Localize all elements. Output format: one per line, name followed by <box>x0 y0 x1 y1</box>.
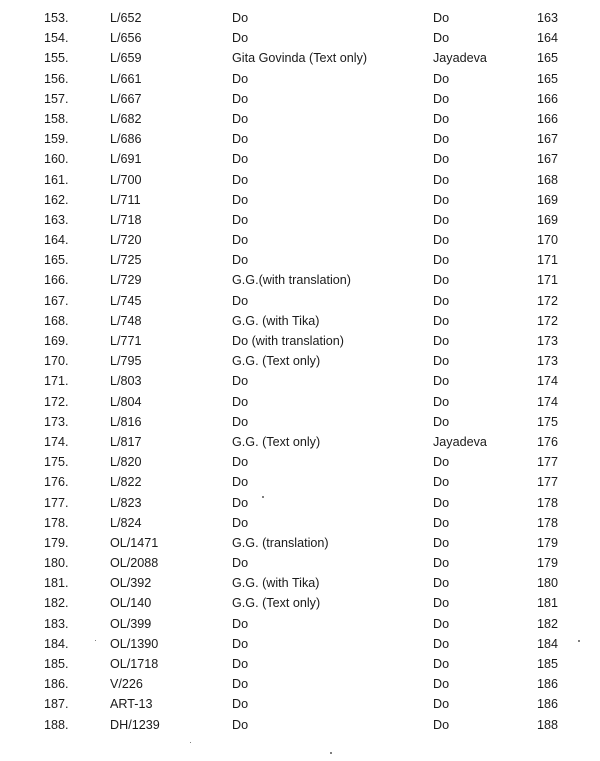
accession-number: OL/1718 <box>110 657 159 671</box>
entry-number: 165. <box>44 253 69 268</box>
table-row <box>0 149 600 169</box>
entry-number: 163. <box>44 212 69 227</box>
scan-speck <box>330 752 332 754</box>
accession-number: L/667 <box>110 91 142 106</box>
page-number: 177 <box>537 455 559 470</box>
manuscript-title: Do <box>232 172 249 187</box>
page-number: 165 <box>537 71 559 86</box>
table-row <box>0 533 600 553</box>
accession-number: L/659 <box>110 51 142 66</box>
entry-number: 185. <box>44 657 69 671</box>
entry-number: 167. <box>44 293 69 308</box>
page-number: 163 <box>537 11 559 25</box>
catalogue-table <box>0 8 600 735</box>
author-name: Do <box>433 293 450 308</box>
manuscript-title: Do <box>232 515 249 530</box>
table-row <box>0 614 600 634</box>
author-name: Do <box>433 657 450 671</box>
page-number: 174 <box>537 394 559 409</box>
scan-speck <box>262 496 264 498</box>
page-number: 185 <box>537 657 559 671</box>
accession-number: L/816 <box>110 414 142 429</box>
accession-number: L/652 <box>110 11 142 25</box>
table-row <box>0 694 600 714</box>
page-number: 186 <box>537 677 559 692</box>
entry-number: 153. <box>44 11 69 25</box>
author-name: Do <box>433 495 450 510</box>
page-number: 188 <box>537 717 559 732</box>
page-number: 175 <box>537 414 559 429</box>
author-name: Do <box>433 636 450 651</box>
entry-number: 158. <box>44 111 69 126</box>
entry-number: 184. <box>44 636 69 651</box>
table-row <box>0 311 600 331</box>
entry-number: 187. <box>44 697 69 712</box>
manuscript-title: G.G. (with Tika) <box>232 576 320 591</box>
author-name: Do <box>433 31 450 46</box>
entry-number: 156. <box>44 71 69 86</box>
scan-speck <box>95 640 96 641</box>
accession-number: L/745 <box>110 293 142 308</box>
page-number: 180 <box>537 576 559 591</box>
manuscript-title: Do <box>232 697 249 712</box>
author-name: Do <box>433 475 450 490</box>
entry-number: 180. <box>44 556 69 571</box>
accession-number: L/823 <box>110 495 142 510</box>
author-name: Do <box>433 717 450 732</box>
accession-number: L/691 <box>110 152 142 167</box>
author-name: Do <box>433 334 450 348</box>
accession-number: L/718 <box>110 212 142 227</box>
entry-number: 188. <box>44 717 69 732</box>
entry-number: 169. <box>44 334 69 348</box>
page-number: 178 <box>537 515 559 530</box>
accession-number: OL/2088 <box>110 556 159 571</box>
manuscript-title: Do <box>232 414 249 429</box>
page-number: 166 <box>537 91 559 106</box>
table-row <box>0 634 600 654</box>
manuscript-title: Do <box>232 11 249 25</box>
accession-number: L/700 <box>110 172 142 187</box>
page-number: 173 <box>537 334 559 348</box>
accession-number: ART-13 <box>110 697 153 712</box>
page-number: 168 <box>537 172 559 187</box>
manuscript-title: Do <box>232 475 249 490</box>
manuscript-title: Do <box>232 212 249 227</box>
author-name: Do <box>433 455 450 470</box>
page-number: 179 <box>537 535 559 550</box>
manuscript-title: Do <box>232 374 249 389</box>
page-number: 171 <box>537 253 559 268</box>
page-number: 182 <box>537 616 559 631</box>
entry-number: 159. <box>44 132 69 147</box>
manuscript-title: Do <box>232 91 249 106</box>
page-number: 171 <box>537 273 559 288</box>
author-name: Do <box>433 152 450 167</box>
entry-number: 160. <box>44 152 69 167</box>
table-row <box>0 48 600 68</box>
accession-number: OL/1471 <box>110 535 159 550</box>
page-number: 181 <box>537 596 559 611</box>
table-row <box>0 28 600 48</box>
table-row <box>0 593 600 613</box>
manuscript-title: Do <box>232 657 249 671</box>
author-name: Do <box>433 414 450 429</box>
accession-number: L/824 <box>110 515 142 530</box>
scan-speck <box>190 742 191 743</box>
entry-number: 177. <box>44 495 69 510</box>
author-name: Do <box>433 71 450 86</box>
manuscript-title: Do <box>232 132 249 147</box>
accession-number: DH/1239 <box>110 717 160 732</box>
table-row <box>0 513 600 533</box>
page-number: 164 <box>537 31 559 46</box>
author-name: Do <box>433 354 450 369</box>
entry-number: 172. <box>44 394 69 409</box>
table-row <box>0 654 600 674</box>
author-name: Do <box>433 313 450 328</box>
author-name: Do <box>433 576 450 591</box>
entry-number: 178. <box>44 515 69 530</box>
manuscript-title: Do <box>232 71 249 86</box>
page-number: 184 <box>537 636 559 651</box>
accession-number: L/817 <box>110 434 142 449</box>
entry-number: 182. <box>44 596 69 611</box>
entry-number: 154. <box>44 31 69 46</box>
page-number: 186 <box>537 697 559 712</box>
manuscript-title: Do <box>232 677 249 692</box>
manuscript-title: Do <box>232 152 249 167</box>
manuscript-title: G.G.(with translation) <box>232 273 351 288</box>
author-name: Do <box>433 132 450 147</box>
entry-number: 171. <box>44 374 69 389</box>
page-number: 172 <box>537 313 559 328</box>
manuscript-title: Do <box>232 233 249 248</box>
entry-number: 179. <box>44 535 69 550</box>
manuscript-title: Do <box>232 111 249 126</box>
table-row <box>0 432 600 452</box>
page-number: 170 <box>537 233 559 248</box>
accession-number: L/725 <box>110 253 142 268</box>
scan-speck <box>578 640 580 642</box>
author-name: Do <box>433 515 450 530</box>
author-name: Do <box>433 374 450 389</box>
accession-number: L/686 <box>110 132 142 147</box>
accession-number: L/748 <box>110 313 142 328</box>
table-row <box>0 412 600 432</box>
table-row <box>0 573 600 593</box>
table-row <box>0 230 600 250</box>
manuscript-title: G.G. (with Tika) <box>232 313 320 328</box>
author-name: Do <box>433 172 450 187</box>
manuscript-title: Do <box>232 394 249 409</box>
entry-number: 155. <box>44 51 69 66</box>
table-row <box>0 270 600 290</box>
author-name: Do <box>433 697 450 712</box>
entry-number: 181. <box>44 576 69 591</box>
table-row <box>0 553 600 573</box>
manuscript-title: Do <box>232 616 249 631</box>
entry-number: 175. <box>44 455 69 470</box>
entry-number: 161. <box>44 172 69 187</box>
table-row <box>0 674 600 694</box>
manuscript-title: G.G. (Text only) <box>232 354 321 369</box>
accession-number: V/226 <box>110 677 143 692</box>
manuscript-title: Do <box>232 293 249 308</box>
page-number: 169 <box>537 192 559 207</box>
table-row <box>0 210 600 230</box>
table-row <box>0 190 600 210</box>
entry-number: 183. <box>44 616 69 631</box>
page-number: 172 <box>537 293 559 308</box>
author-name: Do <box>433 273 450 288</box>
table-row <box>0 291 600 311</box>
author-name: Do <box>433 11 450 25</box>
entry-number: 186. <box>44 677 69 692</box>
accession-number: L/711 <box>110 192 141 207</box>
accession-number: L/729 <box>110 273 142 288</box>
page-number: 166 <box>537 111 559 126</box>
entry-number: 164. <box>44 233 69 248</box>
accession-number: L/720 <box>110 233 142 248</box>
author-name: Do <box>433 233 450 248</box>
accession-number: OL/392 <box>110 576 152 591</box>
accession-number: L/804 <box>110 394 142 409</box>
manuscript-title: Do <box>232 31 249 46</box>
accession-number: L/795 <box>110 354 142 369</box>
author-name: Do <box>433 192 450 207</box>
author-name: Do <box>433 535 450 550</box>
entry-number: 166. <box>44 273 69 288</box>
accession-number: L/820 <box>110 455 142 470</box>
page-number: 173 <box>537 354 559 369</box>
table-row <box>0 109 600 129</box>
author-name: Do <box>433 212 450 227</box>
manuscript-title: G.G. (Text only) <box>232 596 321 611</box>
entry-number: 157. <box>44 91 69 106</box>
page-number: 176 <box>537 434 559 449</box>
table-row <box>0 89 600 109</box>
entry-number: 176. <box>44 475 69 490</box>
manuscript-title: Do <box>232 253 249 268</box>
manuscript-title: Do <box>232 192 249 207</box>
manuscript-title: Do <box>232 455 249 470</box>
author-name: Do <box>433 616 450 631</box>
author-name: Do <box>433 556 450 571</box>
author-name: Jayadeva <box>433 51 487 66</box>
table-row <box>0 472 600 492</box>
accession-number: L/682 <box>110 111 142 126</box>
page-number: 167 <box>537 132 559 147</box>
entry-number: 173. <box>44 414 69 429</box>
manuscript-title: G.G. (translation) <box>232 535 329 550</box>
manuscript-title: Do <box>232 636 249 651</box>
manuscript-title: Do <box>232 717 249 732</box>
author-name: Do <box>433 677 450 692</box>
author-name: Do <box>433 253 450 268</box>
accession-number: OL/1390 <box>110 636 159 651</box>
table-row <box>0 129 600 149</box>
accession-number: L/771 <box>110 334 142 348</box>
author-name: Do <box>433 394 450 409</box>
manuscript-title: Gita Govinda (Text only) <box>232 51 368 66</box>
author-name: Jayadeva <box>433 434 487 449</box>
accession-number: L/822 <box>110 475 142 490</box>
page-number: 178 <box>537 495 559 510</box>
table-row <box>0 493 600 513</box>
accession-number: OL/140 <box>110 596 152 611</box>
table-row <box>0 371 600 391</box>
author-name: Do <box>433 91 450 106</box>
manuscript-title: Do <box>232 556 249 571</box>
entry-number: 174. <box>44 434 69 449</box>
table-row <box>0 170 600 190</box>
accession-number: L/656 <box>110 31 142 46</box>
table-row <box>0 351 600 371</box>
entry-number: 170. <box>44 354 69 369</box>
entry-number: 168. <box>44 313 69 328</box>
accession-number: OL/399 <box>110 616 152 631</box>
manuscript-title: Do <box>232 495 249 510</box>
author-name: Do <box>433 596 450 611</box>
page-number: 174 <box>537 374 559 389</box>
table-row <box>0 8 600 28</box>
page-number: 167 <box>537 152 559 167</box>
accession-number: L/661 <box>110 71 142 86</box>
page-number: 169 <box>537 212 559 227</box>
author-name: Do <box>433 111 450 126</box>
entry-number: 162. <box>44 192 69 207</box>
table-row <box>0 392 600 412</box>
page-number: 177 <box>537 475 559 490</box>
table-row <box>0 715 600 735</box>
page-number: 179 <box>537 556 559 571</box>
page-number: 165 <box>537 51 559 66</box>
table-row <box>0 250 600 270</box>
manuscript-title: G.G. (Text only) <box>232 434 321 449</box>
manuscript-title: Do (with translation) <box>232 334 344 348</box>
table-row <box>0 452 600 472</box>
table-row <box>0 331 600 351</box>
accession-number: L/803 <box>110 374 142 389</box>
table-row <box>0 69 600 89</box>
